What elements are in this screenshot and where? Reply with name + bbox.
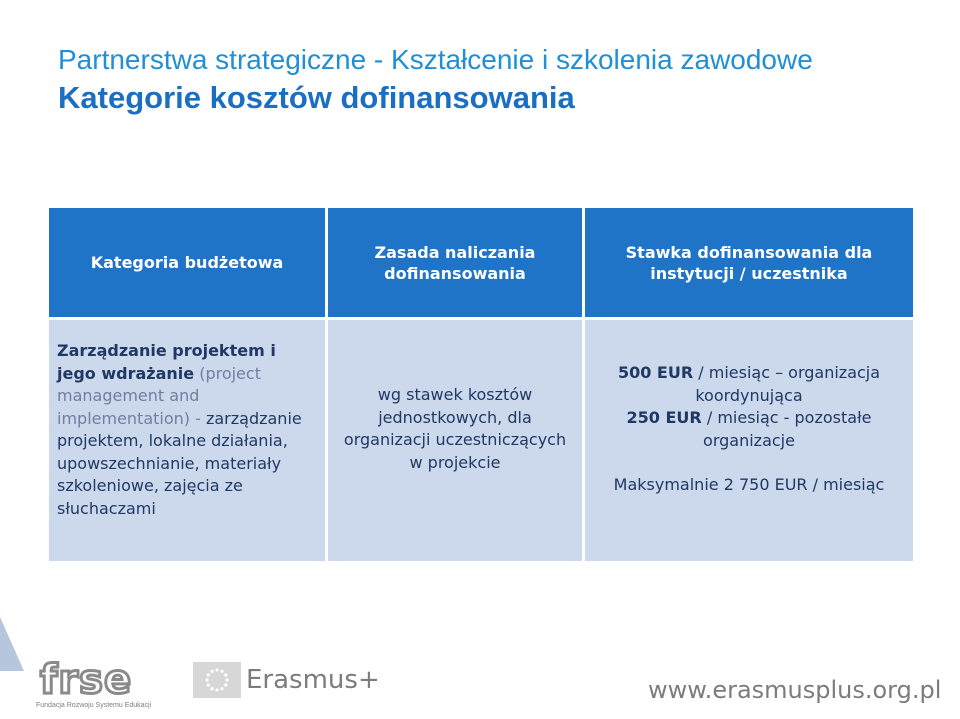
rate-coordinator-amount: 500 EUR [617, 363, 694, 382]
rate-coordinator-text: / miesiąc – organizacja koordynująca [693, 363, 881, 405]
page-title: Partnerstwa strategiczne - Kształcenie i szkolenia zawodowe [58, 44, 813, 75]
category-english-name: (project management and implementation) - [57, 363, 261, 428]
column-header-category: Kategoria budżetowa [49, 208, 328, 320]
website-url[interactable]: www.erasmusplus.org.pl [648, 676, 942, 704]
table-row [49, 320, 913, 564]
column-header-rate: Stawka dofinansowania dla instytucji / uczestnika [585, 208, 913, 320]
cost-categories-table [49, 208, 913, 564]
rate-coordinator [591, 362, 907, 407]
table-header-row [49, 208, 913, 320]
category-description: zarządzanie projektem, lokalne działania, upowszechnianie, materiały szkoleniowe, zajęcia ze słuchaczami [57, 408, 302, 518]
eu-flag-icon [193, 662, 241, 698]
rate-others [591, 407, 907, 452]
category-name: Zarządzanie projektem i jego wdrażanie [57, 341, 276, 383]
svg-text:frse: frse [40, 657, 133, 699]
cell-category [49, 320, 328, 564]
frse-logo-icon [38, 657, 142, 699]
cell-rule: wg stawek kosztów jednostkowych, dla organizacji uczestniczących w projekcie [328, 320, 585, 564]
corner-decoration [0, 617, 24, 671]
rate-others-amount: 250 EUR [626, 408, 702, 427]
rate-others-text: / miesiąc - pozostałe organizacje [701, 408, 872, 450]
rate-maximum: Maksymalnie 2 750 EUR / miesiąc [613, 475, 885, 494]
page-subtitle: Kategorie kosztów dofinansowania [58, 80, 575, 115]
frse-caption: Fundacja Rozwoju Systemu Edukacji [36, 702, 152, 709]
cell-rate [585, 320, 913, 564]
column-header-rule: Zasada naliczania dofinansowania [328, 208, 585, 320]
erasmus-plus-logo: Erasmus+ [246, 665, 380, 695]
